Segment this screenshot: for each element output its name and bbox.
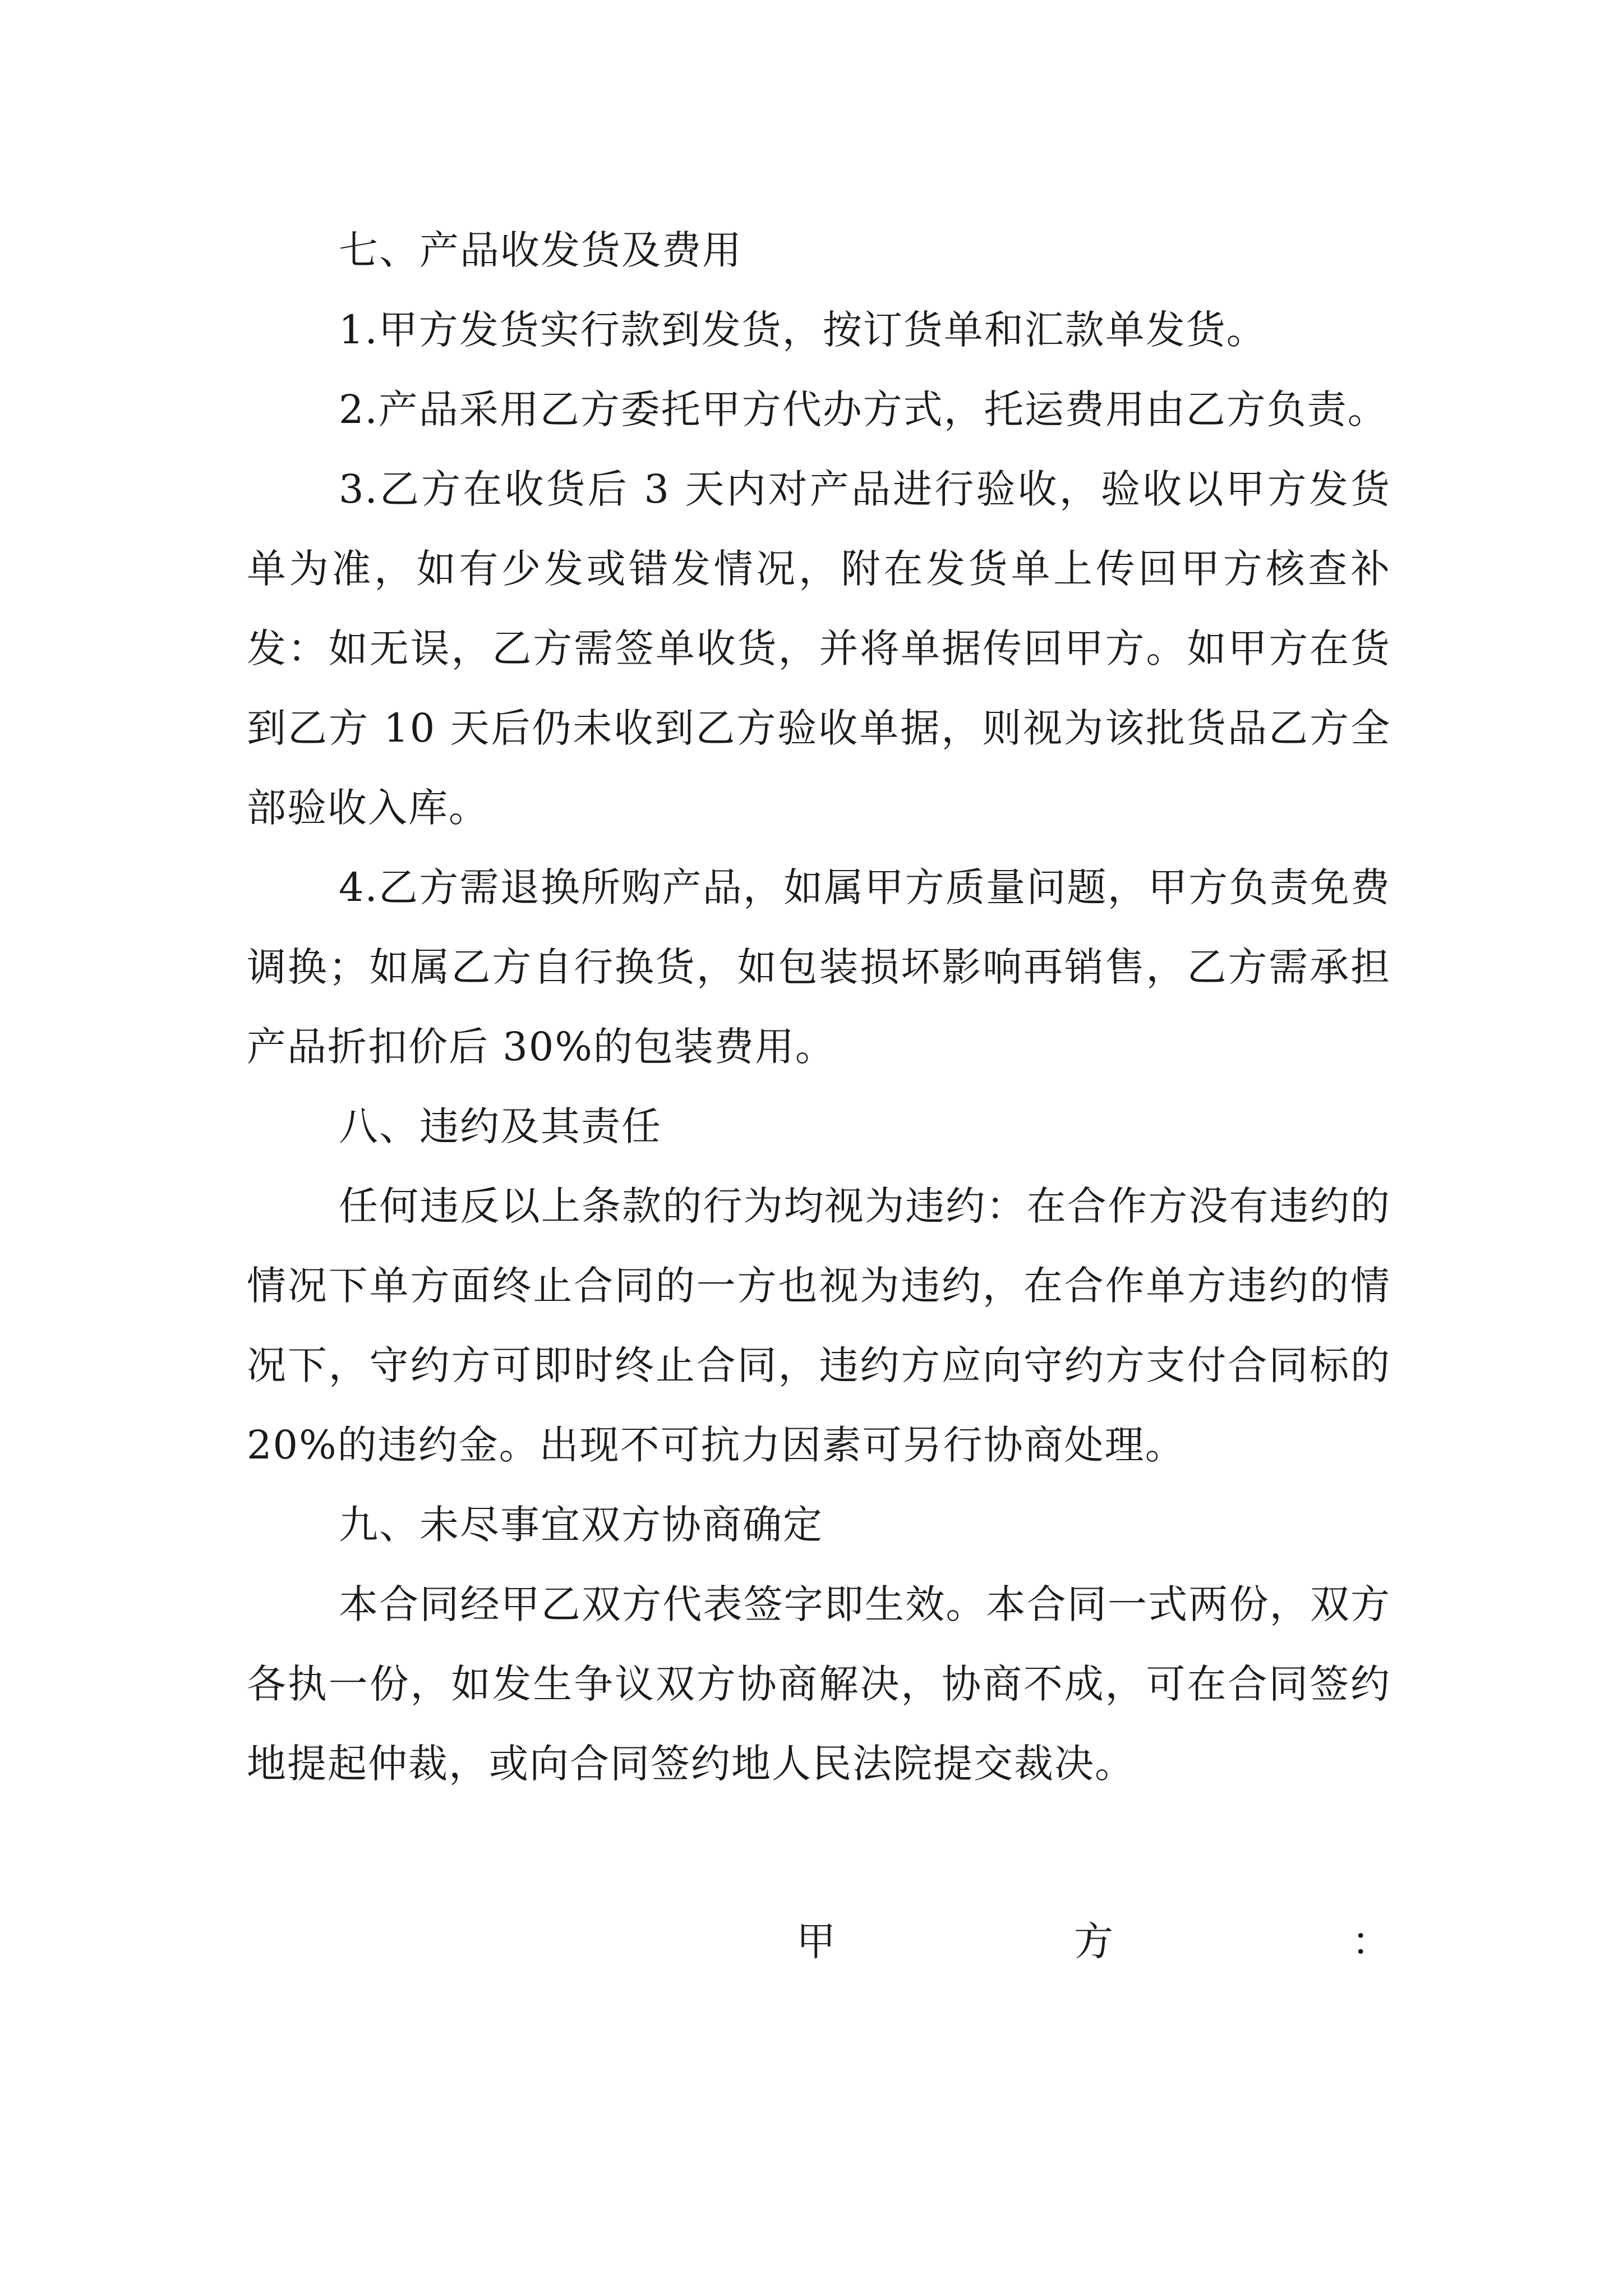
clause-7-2: 2.产品采用乙方委托甲方代办方式，托运费用由乙方负责。: [339, 386, 1388, 432]
signature-char-jia: 甲: [796, 1918, 836, 1964]
clause-7-3: 3.乙方在收货后 3 天内对产品进行验收，验收以甲方发货单为准，如有少发或错发情况，附在发货单上传回甲方核查补发：如无误，乙方需签单收货，并将单据传回甲方。如甲方在货到乙方 10 天后仍未收到乙方验收单据，则视为该批货品乙方全部验收入库。: [247, 466, 1391, 831]
clause-8-text: 任何违反以上条款的行为均视为违约：在合作方没有违约的情况下单方面终止合同的一方也视为违约，在合作单方违约的情况下，守约方可即时终止合同，违约方应向守约方支付合同标的 20%的违约金。出现不可抗力因素可另行协商处理。: [247, 1183, 1391, 1468]
document-body: [247, 210, 1391, 1803]
section-heading-8: 八、违约及其责任: [339, 1103, 662, 1149]
clause-9-text: 本合同经甲乙双方代表签字即生效。本合同一式两份，双方各执一份，如发生争议双方协商解决，协商不成，可在合同签约地提起仲裁，或向合同签约地人民法院提交裁决。: [247, 1581, 1391, 1787]
clause-7-1: 1.甲方发货实行款到发货，按订货单和汇款单发货。: [339, 307, 1267, 353]
section-heading-9: 九、未尽事宜双方协商确定: [339, 1502, 823, 1548]
signature-party-a: [796, 1902, 1391, 1981]
section-heading-7: 七、产品收发货及费用: [339, 227, 743, 273]
clause-7-4: 4.乙方需退换所购产品，如属甲方质量问题，甲方负责免费调换；如属乙方自行换货，如包装损坏影响再销售，乙方需承担产品折扣价后 30%的包装费用。: [247, 864, 1391, 1070]
signature-char-fang: 方: [1074, 1918, 1113, 1964]
signature-colon: ：: [1352, 1918, 1391, 1964]
